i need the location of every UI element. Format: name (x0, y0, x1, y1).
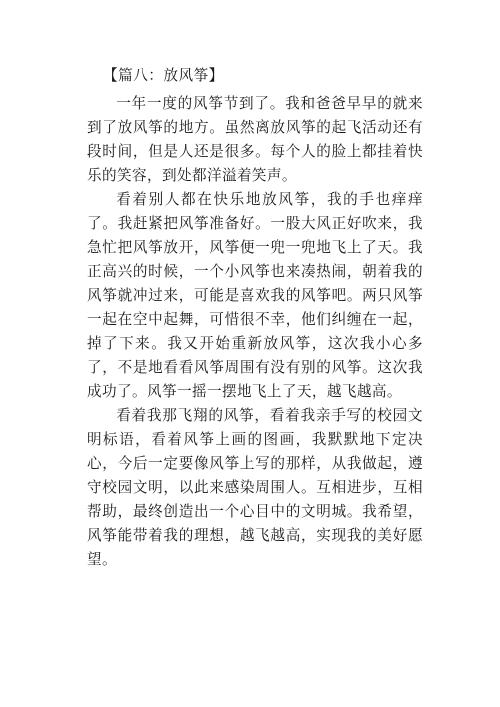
paragraph-1: 一年一度的风筝节到了。我和爸爸早早的就来到了放风筝的地方。虽然离放风筝的起飞活动还有段时间，但是人还是很多。每个人的脸上都挂着快乐的笑容，到处都洋溢着笑声。 (87, 95, 423, 184)
essay-title: 【篇八：放风筝】 (103, 67, 224, 84)
paragraph-3: 看着我那飞翔的风筝，看着我亲手写的校园文明标语，看着风筝上画的图画，我默默地下定决心，今后一定要像风筝上写的那样，从我做起，遵守校园文明，以此来感染周围人。互相进步，互相帮助，最终创造出一个心目中的文明城。我希望，风筝能带着我的理想，越飞越高，实现我的美好愿望。 (87, 407, 423, 568)
essay-article (87, 64, 423, 572)
paragraph-2: 看着别人都在快乐地放风筝，我的手也痒痒了。我赶紧把风筝准备好。一股大风正好吹来，我急忙把风筝放开，风筝便一兜一兜地飞上了天。我正高兴的时候，一个小风筝也来凑热闹，朝着我的风筝就冲过来，可能是喜欢我的风筝吧。两只风筝一起在空中起舞，可惜很不幸，他们纠缠在一起，掉了下来。我又开始重新放风筝，这次我小心多了，不是地看看风筝周围有没有别的风筝。这次我成功了。风筝一摇一摆地飞上了天，越飞越高。 (87, 191, 423, 400)
